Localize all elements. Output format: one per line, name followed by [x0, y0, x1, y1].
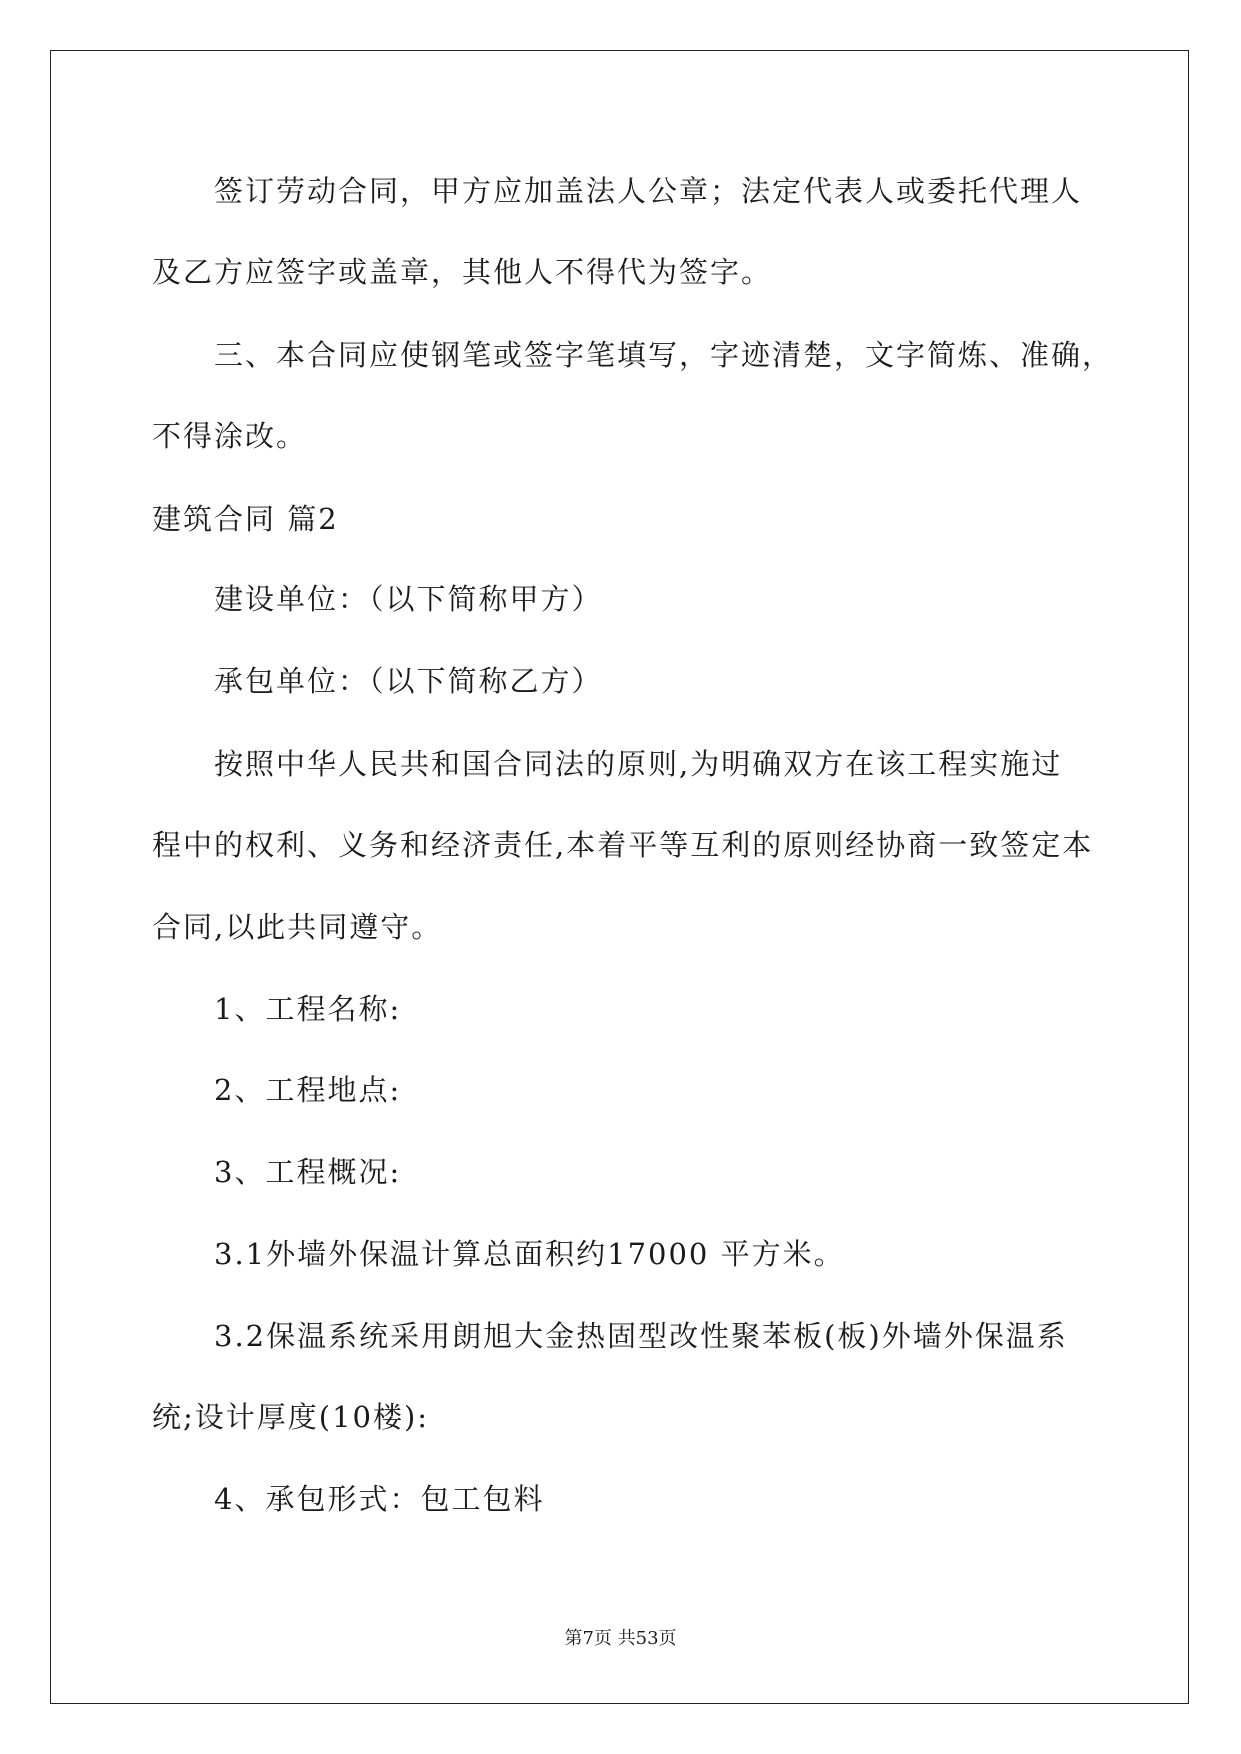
paragraph-line: 1、工程名称: [214, 992, 402, 1026]
page-border [50, 50, 1189, 1704]
paragraph-line: 3、工程概况: [214, 1155, 402, 1189]
paragraph-line: 不得涂改。 [152, 419, 308, 453]
page-number-footer: 第7页 共53页 [564, 1628, 677, 1649]
paragraph-line: 承包单位：（以下简称乙方） [214, 664, 603, 698]
paragraph-line: 及乙方应签字或盖章，其他人不得代为签字。 [152, 255, 773, 289]
section-heading: 建筑合同 篇2 [152, 502, 339, 536]
paragraph-line: 建设单位：（以下简称甲方） [214, 582, 603, 616]
paragraph-line: 签订劳动合同，甲方应加盖法人公章；法定代表人或委托代理人 [214, 174, 1083, 208]
paragraph-line: 4、承包形式：包工包料 [214, 1482, 545, 1516]
paragraph-line: 合同,以此共同遵守。 [152, 910, 443, 944]
paragraph-line: 三、本合同应使钢笔或签字笔填写，字迹清楚，文字简炼、准确， [214, 338, 1114, 372]
paragraph-line: 3.2保温系统采用朗旭大金热固型改性聚苯板(板)外墙外保温系 [214, 1319, 1068, 1353]
paragraph-line: 程中的权利、义务和经济责任,本着平等互利的原则经协商一致签定本 [152, 828, 1094, 862]
paragraph-line: 统;设计厚度(10楼): [152, 1400, 430, 1434]
paragraph-line: 按照中华人民共和国合同法的原则,为明确双方在该工程实施过 [214, 747, 1063, 781]
paragraph-line: 3.1外墙外保温计算总面积约17000 平方米。 [214, 1237, 845, 1271]
paragraph-line: 2、工程地点: [214, 1073, 402, 1107]
